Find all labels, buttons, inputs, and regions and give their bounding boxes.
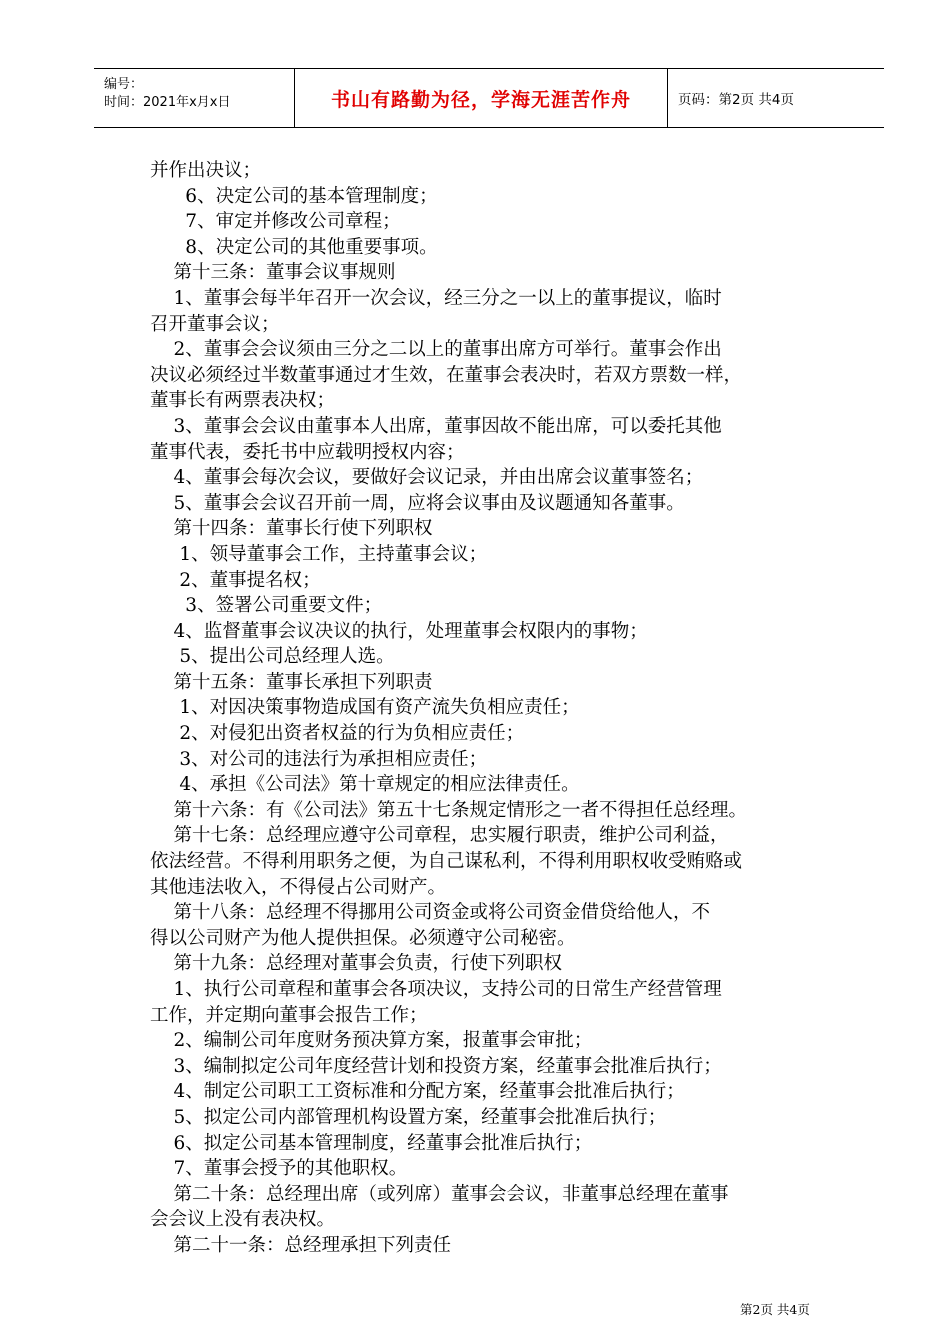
body-line: 得以公司财产为他人提供担保。必须遵守公司秘密。	[150, 927, 576, 949]
body-line: 第十六条：有《公司法》第五十七条规定情形之一者不得担任总经理。	[150, 799, 748, 821]
body-line: 8、决定公司的其他重要事项。	[150, 236, 438, 258]
body-line: 3、签署公司重要文件；	[150, 595, 383, 617]
footer-page-number: 第2页 共4页	[740, 1302, 810, 1317]
header-page-label: 页码：第2页 共4页	[678, 92, 794, 108]
body-line: 5、提出公司总经理人选。	[150, 646, 395, 668]
body-line: 第二十一条：总经理承担下列责任	[150, 1234, 452, 1256]
body-line: 第二十条：总经理出席（或列席）董事会会议，非董事总经理在董事	[150, 1183, 729, 1205]
body-line: 第十三条：董事会议事规则	[150, 262, 396, 284]
document-time-label: 时间：2021年x月x日	[104, 95, 231, 110]
body-line: 2、对侵犯出资者权益的行为负相应责任；	[150, 723, 525, 745]
body-line: 4、承担《公司法》第十章规定的相应法律责任。	[150, 774, 580, 796]
body-line: 2、董事提名权；	[150, 569, 321, 591]
body-line: 1、领导董事会工作，主持董事会议；	[150, 543, 488, 565]
body-line: 7、董事会授予的其他职权。	[150, 1158, 408, 1180]
body-line: 2、编制公司年度财务预决算方案，报董事会审批；	[150, 1030, 593, 1052]
body-line: 4、董事会每次会议，要做好会议记录，并由出席会议董事签名；	[150, 467, 704, 489]
body-line: 4、制定公司职工工资标准和分配方案，经董事会批准后执行；	[150, 1081, 685, 1103]
body-line: 第十七条：总经理应遵守公司章程，忠实履行职责，维护公司利益，	[150, 825, 729, 847]
body-line: 并作出决议；	[150, 160, 262, 181]
body-line: 6、拟定公司基本管理制度，经董事会批准后执行；	[150, 1132, 593, 1154]
body-line: 工作，并定期向董事会报告工作；	[150, 1004, 428, 1026]
body-line: 1、对因决策事物造成国有资产流失负相应责任；	[150, 697, 580, 719]
body-line: 决议必须经过半数董事通过才生效，在董事会表决时，若双方票数一样，	[150, 364, 743, 386]
body-line: 5、拟定公司内部管理机构设置方案，经董事会批准后执行；	[150, 1106, 667, 1128]
body-line: 2、董事会会议须由三分之二以上的董事出席方可举行。董事会作出	[150, 339, 722, 361]
body-line: 1、执行公司章程和董事会各项决议，支持公司的日常生产经营管理	[150, 979, 722, 1000]
body-line: 3、董事会会议由董事本人出席，董事因故不能出席，可以委托其他	[150, 415, 722, 437]
body-line: 董事代表，委托书中应载明授权内容；	[150, 441, 465, 463]
body-line: 3、对公司的违法行为承担相应责任；	[150, 748, 488, 770]
body-line: 6、决定公司的基本管理制度；	[150, 185, 438, 207]
page-header	[94, 68, 884, 128]
body-line: 5、董事会会议召开前一周，应将会议事由及议题通知各董事。	[150, 492, 685, 514]
body-line: 其他违法收入，不得侵占公司财产。	[150, 876, 447, 898]
body-line: 4、监督董事会议决议的执行，处理董事会权限内的事物；	[150, 620, 648, 642]
body-line: 第十八条：总经理不得挪用公司资金或将公司资金借贷给他人，不	[150, 902, 711, 924]
body-line: 第十四条：董事长行使下列职权	[150, 518, 433, 540]
document-number-label: 编号：	[104, 77, 144, 92]
document-body	[150, 158, 840, 1259]
body-line: 董事长有两票表决权；	[150, 390, 336, 412]
body-line: 第十九条：总经理对董事会负责，行使下列职权	[150, 953, 563, 975]
body-line: 会会议上没有表决权。	[150, 1209, 336, 1231]
header-meta	[94, 69, 295, 127]
body-line: 7、审定并修改公司章程；	[150, 211, 401, 233]
body-line: 依法经营。不得利用职务之便，为自己谋私利，不得利用职权收受贿赂或	[150, 851, 743, 873]
body-line: 1、董事会每半年召开一次会议，经三分之一以上的董事提议，临时	[150, 287, 722, 309]
header-motto: 书山有路勤为径，学海无涯苦作舟	[295, 69, 668, 127]
body-line: 召开董事会议；	[150, 313, 280, 335]
body-line: 第十五条：董事长承担下列职责	[150, 671, 433, 693]
body-line: 3、编制拟定公司年度经营计划和投资方案，经董事会批准后执行；	[150, 1055, 722, 1077]
